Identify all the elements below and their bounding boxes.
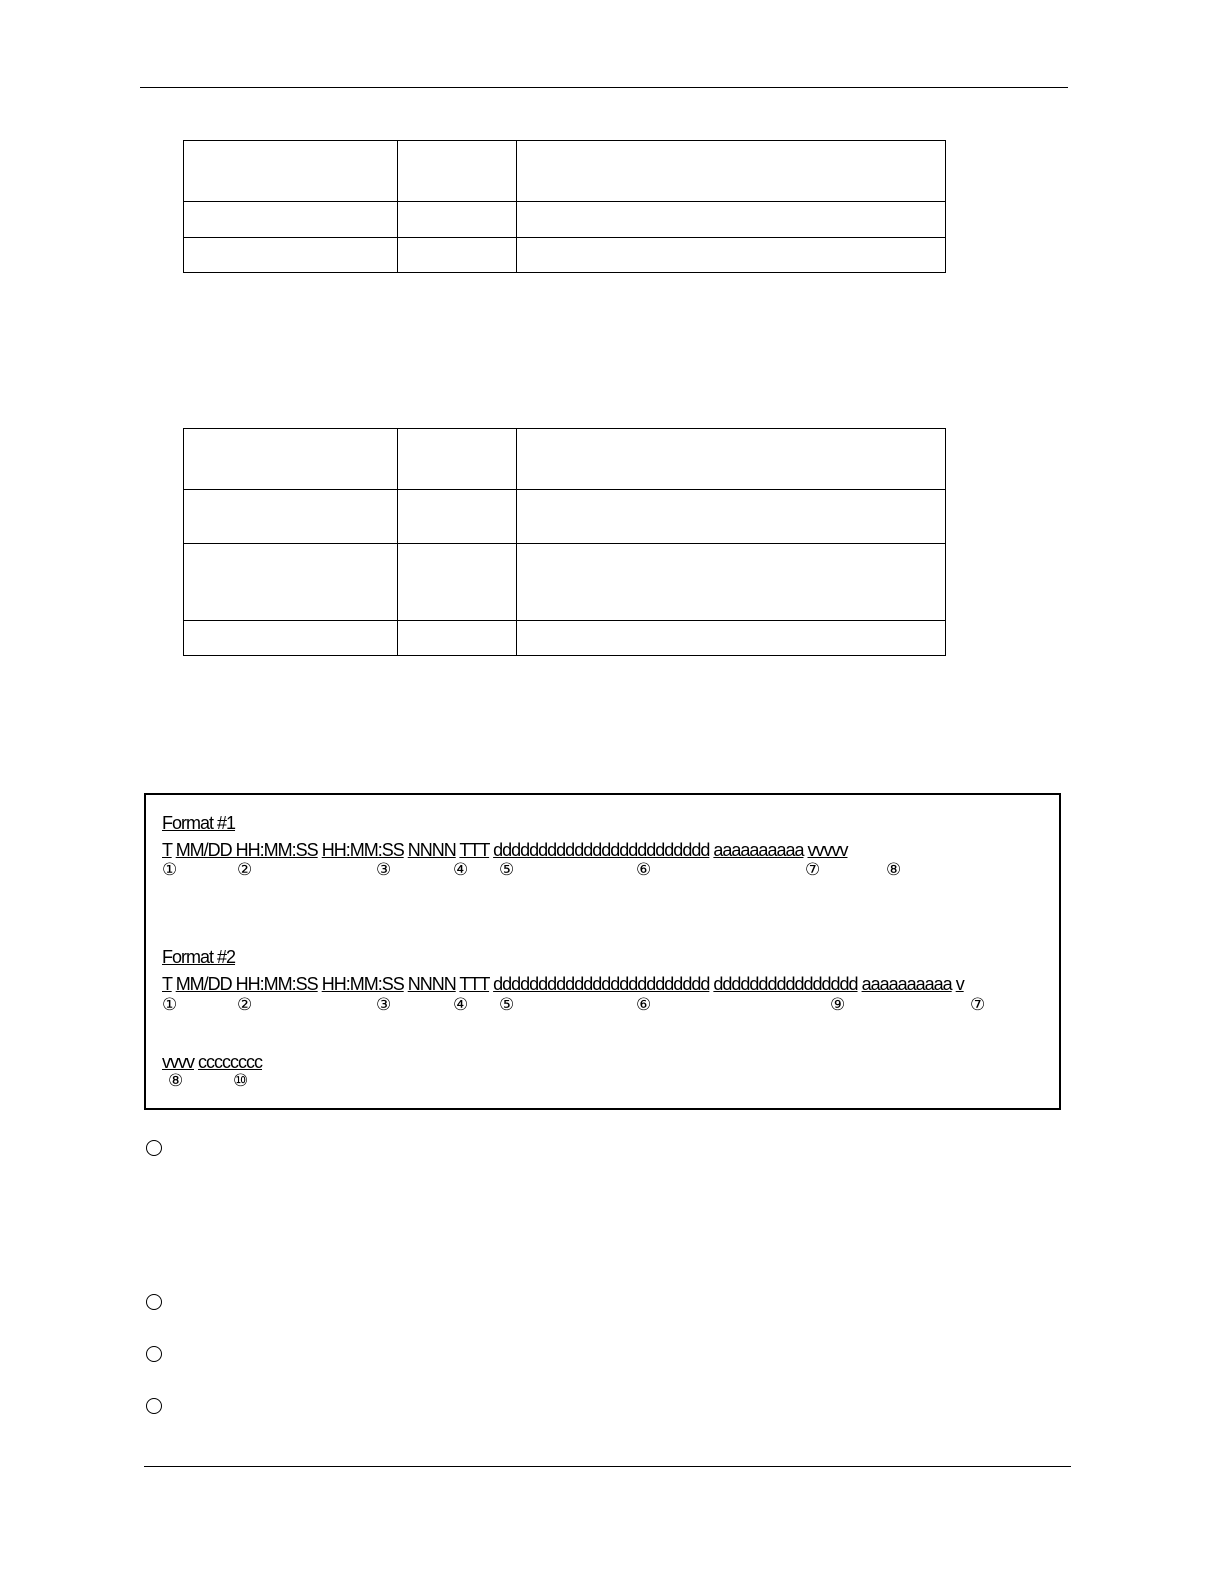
- table-cell: [184, 621, 398, 656]
- format-2-field: v: [955, 974, 964, 994]
- bullet-circle: [146, 1294, 162, 1310]
- format-1-title: Format #1: [162, 813, 236, 833]
- format-2-marker: ④: [453, 995, 469, 1014]
- format-2-marker: ⑨: [830, 995, 846, 1014]
- format-2-field: aaaaaaaaaa: [861, 974, 952, 994]
- bullet-circle: [146, 1346, 162, 1362]
- table-cell: [398, 202, 517, 238]
- table-cell: [517, 621, 946, 656]
- format-2-marker: ⑧: [168, 1071, 184, 1090]
- format-1-marker: ②: [237, 860, 253, 879]
- format-1-marker: ④: [453, 860, 469, 879]
- footer-rule: [144, 1466, 1071, 1467]
- table-cell: [184, 490, 398, 544]
- format-2-marker: ②: [237, 995, 253, 1014]
- table-row: [184, 202, 946, 238]
- table-cell: [184, 238, 398, 273]
- table-cell: [517, 490, 946, 544]
- format-1-field: aaaaaaaaaa: [713, 840, 804, 860]
- table-cell: [398, 238, 517, 273]
- format-1-field: HH:MM:SS: [321, 840, 404, 860]
- format-2-title: Format #2: [162, 947, 236, 967]
- format-2-marker: ⑥: [636, 995, 652, 1014]
- format-2-line: [162, 974, 964, 994]
- table-row: [184, 544, 946, 621]
- format-2-field: MM/DD HH:MM:SS: [175, 974, 318, 994]
- format-1-marker: ⑥: [636, 860, 652, 879]
- table-cell: [398, 621, 517, 656]
- format-1-field: dddddddddddddddddddddddd: [493, 840, 710, 860]
- table-row: [184, 490, 946, 544]
- format-2-marker: ⑩: [233, 1071, 249, 1090]
- table-cell: [398, 544, 517, 621]
- bullet-circle: [146, 1140, 162, 1156]
- format-1-field: vvvvv: [807, 840, 848, 860]
- format-2-field: dddddddddddddddddddddddd: [493, 974, 710, 994]
- format-1-field: TTT: [459, 840, 490, 860]
- format-2-marker: ⑤: [499, 995, 515, 1014]
- table-cell: [398, 141, 517, 202]
- table-cell: [184, 429, 398, 490]
- table-2: [183, 428, 946, 656]
- format-1-marker: ①: [162, 860, 178, 879]
- format-2-field: HH:MM:SS: [321, 974, 404, 994]
- table-cell: [517, 429, 946, 490]
- table-cell: [184, 202, 398, 238]
- format-2-field: cccccccc: [198, 1052, 263, 1072]
- table-cell: [398, 490, 517, 544]
- format-1-marker: ③: [376, 860, 392, 879]
- bullet-circle: [146, 1398, 162, 1414]
- format-1-field: NNNN: [407, 840, 456, 860]
- format-2-continuation: [162, 1052, 262, 1072]
- table-row: [184, 238, 946, 273]
- table-cell: [517, 202, 946, 238]
- table-cell: [517, 141, 946, 202]
- table-cell: [184, 141, 398, 202]
- table-cell: [517, 544, 946, 621]
- format-2-field: vvvv: [162, 1052, 194, 1072]
- header-rule: [140, 87, 1068, 88]
- table-row: [184, 141, 946, 202]
- format-1-field: MM/DD HH:MM:SS: [175, 840, 318, 860]
- format-2-marker: ③: [376, 995, 392, 1014]
- table-cell: [517, 238, 946, 273]
- format-2-field: NNNN: [407, 974, 456, 994]
- format-2-field: T: [162, 974, 172, 994]
- format-2-marker: ⑦: [970, 995, 986, 1014]
- format-2-field: dddddddddddddddd: [713, 974, 858, 994]
- format-2-marker: ①: [162, 995, 178, 1014]
- table-1: [183, 140, 946, 273]
- format-1-field: T: [162, 840, 172, 860]
- table-row: [184, 429, 946, 490]
- format-2-field: TTT: [459, 974, 490, 994]
- format-1-marker: ⑦: [805, 860, 821, 879]
- table-cell: [398, 429, 517, 490]
- format-1-marker: ⑤: [499, 860, 515, 879]
- format-1-marker: ⑧: [886, 860, 902, 879]
- table-cell: [184, 544, 398, 621]
- table-row: [184, 621, 946, 656]
- format-1-line: [162, 840, 848, 860]
- format-box: [144, 793, 1061, 1110]
